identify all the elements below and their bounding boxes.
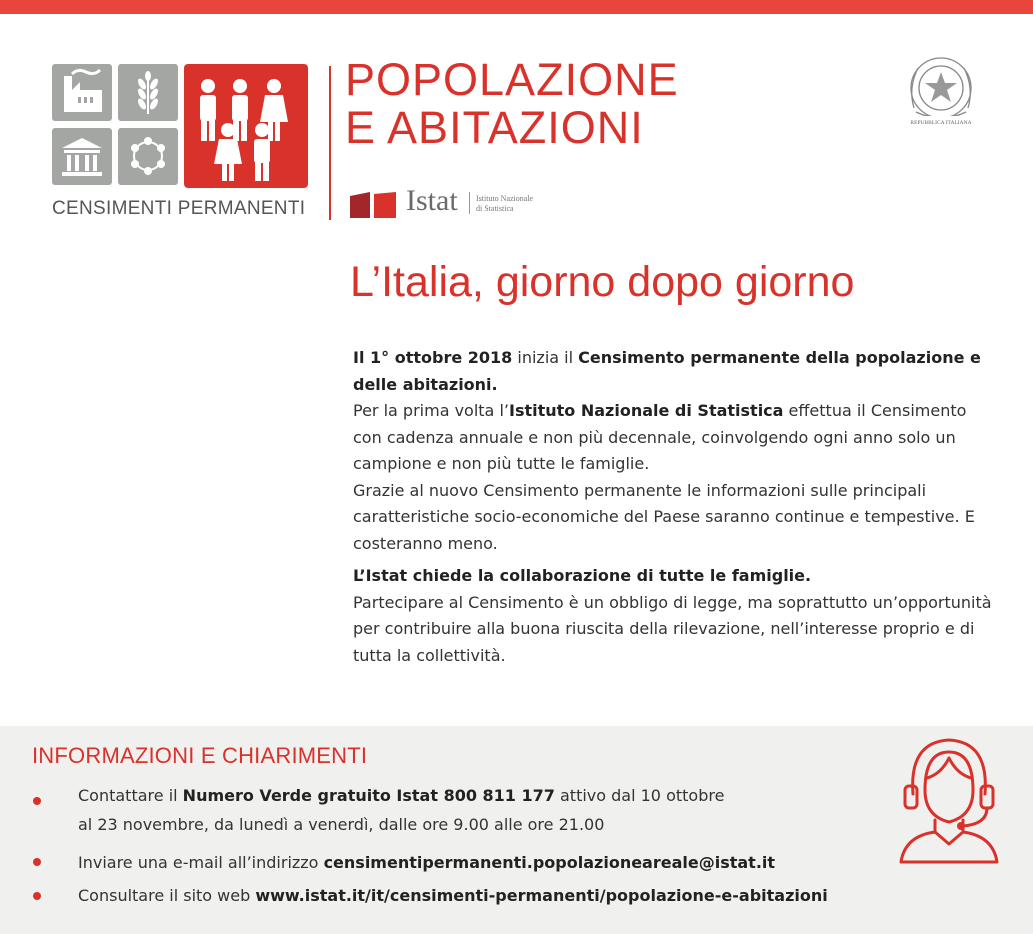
info-item-phone-line-1-run-0: Contattare il	[78, 786, 183, 805]
istat-subtitle	[476, 194, 556, 214]
emblem-text: REPUBBLICA ITALIANA	[910, 120, 972, 126]
censimenti-permanenti-label: CENSIMENTI PERMANENTI	[52, 198, 306, 219]
istat-logo-icon	[350, 192, 396, 218]
body-paragraph-2-run-2: Partecipare al Censimento è un obbligo di legge, ma soprattutto un’opportunità per contribuire alla buona riuscita della rilevazione, nell’interesse proprio e di tutta la collettività.	[353, 592, 992, 665]
call-center-agent-icon	[893, 734, 1003, 866]
info-item-website	[78, 881, 828, 910]
info-item-website-run-1: www.istat.it/it/censimenti-permanenti/popolazione-e-abitazioni	[255, 886, 828, 905]
body-paragraph-1-run-6: effettua il Censimento con cadenza annuale e non più decennale, coinvolgendo ogni anno solo un campione e non più tutte le famiglie.	[353, 401, 967, 473]
body-paragraph-1	[353, 345, 993, 557]
body-paragraph-1-run-1: inizia il	[512, 348, 579, 367]
body-paragraph-2-run-0: L’Istat chiede la collaborazione di tutte le famiglie.	[353, 566, 812, 585]
istat-subtitle-line-2: di Statistica	[476, 204, 514, 213]
factory-icon	[52, 64, 112, 121]
istat-subtitle-line-1: Istituto Nazionale	[476, 194, 534, 203]
family-icon	[184, 64, 308, 188]
logo-divider	[329, 66, 331, 220]
info-item-phone-line-1-run-1: Numero Verde gratuito Istat 800 811 177	[182, 786, 555, 805]
info-item-phone-line-2	[78, 810, 604, 839]
info-item-email	[78, 848, 775, 877]
page-title	[345, 56, 679, 152]
title-line-2: E ABITAZIONI	[345, 102, 644, 153]
bullet-3	[33, 892, 41, 900]
body-paragraph-2	[353, 563, 993, 669]
info-item-phone-line-1	[78, 781, 724, 810]
headline: L’Italia, giorno dopo giorno	[350, 258, 855, 306]
info-item-email-run-1: censimentipermanenti.popolazioneareale@istat.it	[323, 853, 776, 872]
istat-separator	[469, 192, 470, 214]
body-text	[353, 345, 993, 669]
institution-icon	[52, 128, 112, 185]
info-item-website-run-0: Consultare il sito web	[78, 886, 256, 905]
wheat-icon	[118, 64, 178, 121]
info-title: INFORMAZIONI E CHIARIMENTI	[32, 743, 368, 768]
title-line-1: POPOLAZIONE	[345, 54, 679, 105]
bullet-2	[33, 858, 41, 866]
body-paragraph-1-run-0: Il 1° ottobre 2018	[353, 348, 513, 367]
body-paragraph-1-run-8: Grazie al nuovo Censimento permanente le informazioni sulle principali caratteristiche socio-economiche del Paese saranno continue e tempestive. E costeranno meno.	[353, 480, 975, 553]
body-paragraph-1-run-2: Censimento permanente della popolazione e delle abitazioni.	[353, 348, 981, 394]
info-item-phone-line-1-run-2: attivo dal 10 ottobre	[554, 786, 725, 805]
bullet-1	[33, 797, 41, 805]
body-paragraph-1-run-5: Istituto Nazionale di Statistica	[508, 401, 784, 420]
istat-wordmark: Istat	[406, 184, 458, 217]
body-paragraph-1-run-4: Per la prima volta l’	[353, 401, 509, 420]
info-item-phone-line-2-run-0: al 23 novembre, da lunedì a venerdì, dalle ore 9.00 alle ore 21.00	[78, 815, 605, 834]
network-icon	[118, 128, 178, 185]
info-item-email-run-0: Inviare una e-mail all’indirizzo	[78, 853, 324, 872]
republic-emblem-icon	[902, 50, 980, 138]
top-accent-bar	[0, 0, 1033, 14]
